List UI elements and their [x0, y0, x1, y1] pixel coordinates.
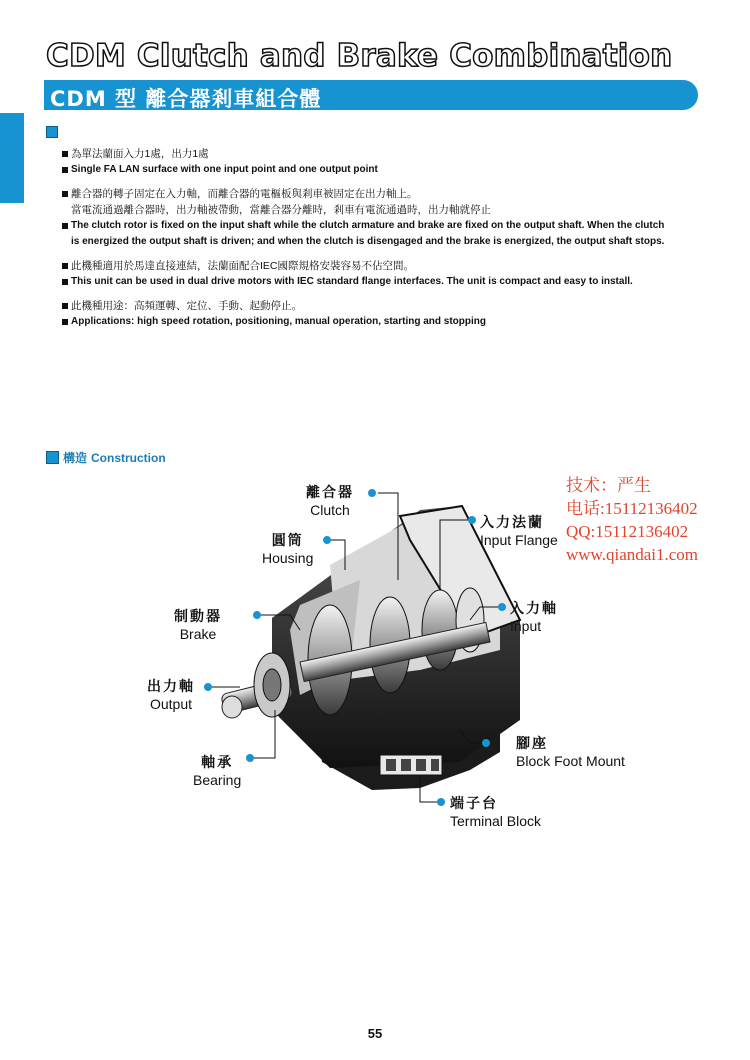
construction-heading-en: Construction [91, 450, 166, 465]
title-banner [44, 80, 698, 110]
feature-item-1-en: Single FA LAN surface with one input point and one output point [62, 162, 722, 178]
feature-item-1-zh: 為單法蘭面入力1處，出力1處 [62, 146, 722, 162]
label-input-flange: 入力法蘭 Input Flange [480, 514, 558, 548]
feature-item-4-zh: 此機種用途：高頻運轉、定位、手動、起動停止。 [62, 298, 722, 314]
features-list [62, 146, 722, 330]
feature-item-2-zh: 離合器的轉子固定在入力軸，而離合器的電樞板與剎車被固定在出力軸上。 [62, 186, 722, 202]
contact-info [566, 474, 698, 566]
contact-phone: 电话:15112136402 [566, 499, 698, 518]
label-clutch: 離合器 Clutch [306, 484, 354, 518]
feature-item-3-zh: 此機種適用於馬達直接連結，法蘭面配合IEC國際規格安裝容易不佔空間。 [62, 258, 722, 274]
contact-qq: QQ:15112136402 [566, 522, 689, 541]
feature-item-2-en: The clutch rotor is fixed on the input shaft while the clutch armature and brake are fixed on the output shaft. When the clutch [62, 218, 722, 234]
label-bearing: 軸承 Bearing [193, 754, 242, 788]
label-output: 出力軸 Output [147, 678, 195, 712]
feature-item-2-zh-cont: 當電流通過離合器時，出力軸被帶動，當離合器分離時，剎車有電流通過時，出力軸就停止 [71, 204, 491, 216]
label-foot-mount: 腳座 Block Foot Mount [516, 735, 625, 769]
label-input: 入力軸 Input [510, 600, 558, 634]
side-tab-marker [0, 113, 24, 203]
label-terminal-block: 端子台 Terminal Block [450, 795, 542, 829]
construction-heading-zh: 構造 [63, 451, 88, 465]
contact-tech: 技术：严生 [566, 476, 651, 495]
label-brake: 制動器 Brake [174, 608, 222, 642]
feature-item-4-en: Applications: high speed rotation, positioning, manual operation, starting and stopping [62, 314, 722, 330]
construction-square-icon [46, 451, 59, 464]
features-square-icon [46, 126, 58, 138]
construction-heading [46, 449, 166, 466]
page-title: CDM Clutch and Brake Combination [46, 38, 673, 74]
page-number: 55 [367, 1026, 383, 1041]
feature-item-2-en-cont: is energized the output shaft is driven; and when the clutch is disengaged and the brake is energized, the output shaft stops. [71, 236, 665, 247]
banner-title: CDM 型 離合器剎車組合體 [50, 87, 322, 111]
feature-item-3-en: This unit can be used in dual drive motors with IEC standard flange interfaces. The unit is compact and easy to install. [62, 274, 722, 290]
contact-web: www.qiandai1.com [566, 545, 699, 564]
label-housing: 圓筒 Housing [262, 532, 314, 566]
